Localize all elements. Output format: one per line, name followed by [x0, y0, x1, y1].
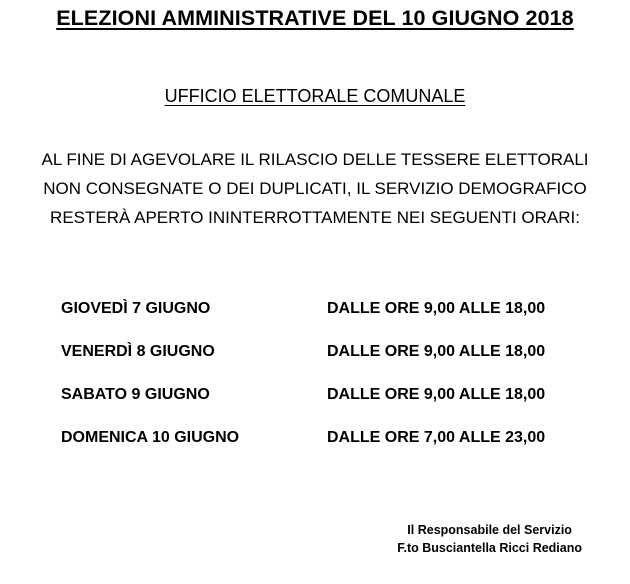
office-subtitle: UFFICIO ELETTORALE COMUNALE: [164, 86, 466, 106]
schedule-hours: DALLE ORE 7,00 ALLE 23,00: [327, 429, 546, 446]
intro-line: NON CONSEGNATE O DEI DUPLICATI, IL SERVIZIO DEMOGRAFICO: [43, 179, 587, 198]
page-title: ELEZIONI AMMINISTRATIVE DEL 10 GIUGNO 2018: [56, 6, 574, 30]
schedule-day: VENERDÌ 8 GIUGNO: [61, 343, 215, 360]
schedule-day: DOMENICA 10 GIUGNO: [61, 429, 240, 446]
schedule-hours: DALLE ORE 9,00 ALLE 18,00: [327, 300, 546, 317]
opening-hours-schedule: [61, 300, 601, 472]
signature-name: F.to Busciantella Ricci Rediano: [397, 541, 582, 555]
schedule-day: GIOVEDÌ 7 GIUGNO: [61, 300, 211, 317]
schedule-row: [61, 300, 601, 343]
intro-line: RESTERÀ APERTO ININTERROTTAMENTE NEI SEGUENTI ORARI:: [50, 208, 580, 227]
intro-line: AL FINE DI AGEVOLARE IL RILASCIO DELLE TESSERE ELETTORALI: [41, 150, 589, 169]
schedule-row: [61, 386, 601, 429]
signature-role: Il Responsabile del Servizio: [407, 523, 572, 537]
schedule-hours: DALLE ORE 9,00 ALLE 18,00: [327, 386, 546, 403]
schedule-row: [61, 429, 601, 472]
schedule-row: [61, 343, 601, 386]
signature-block: [397, 521, 582, 557]
schedule-hours: DALLE ORE 9,00 ALLE 18,00: [327, 343, 546, 360]
schedule-day: SABATO 9 GIUGNO: [61, 386, 210, 403]
intro-paragraph: [0, 145, 630, 232]
